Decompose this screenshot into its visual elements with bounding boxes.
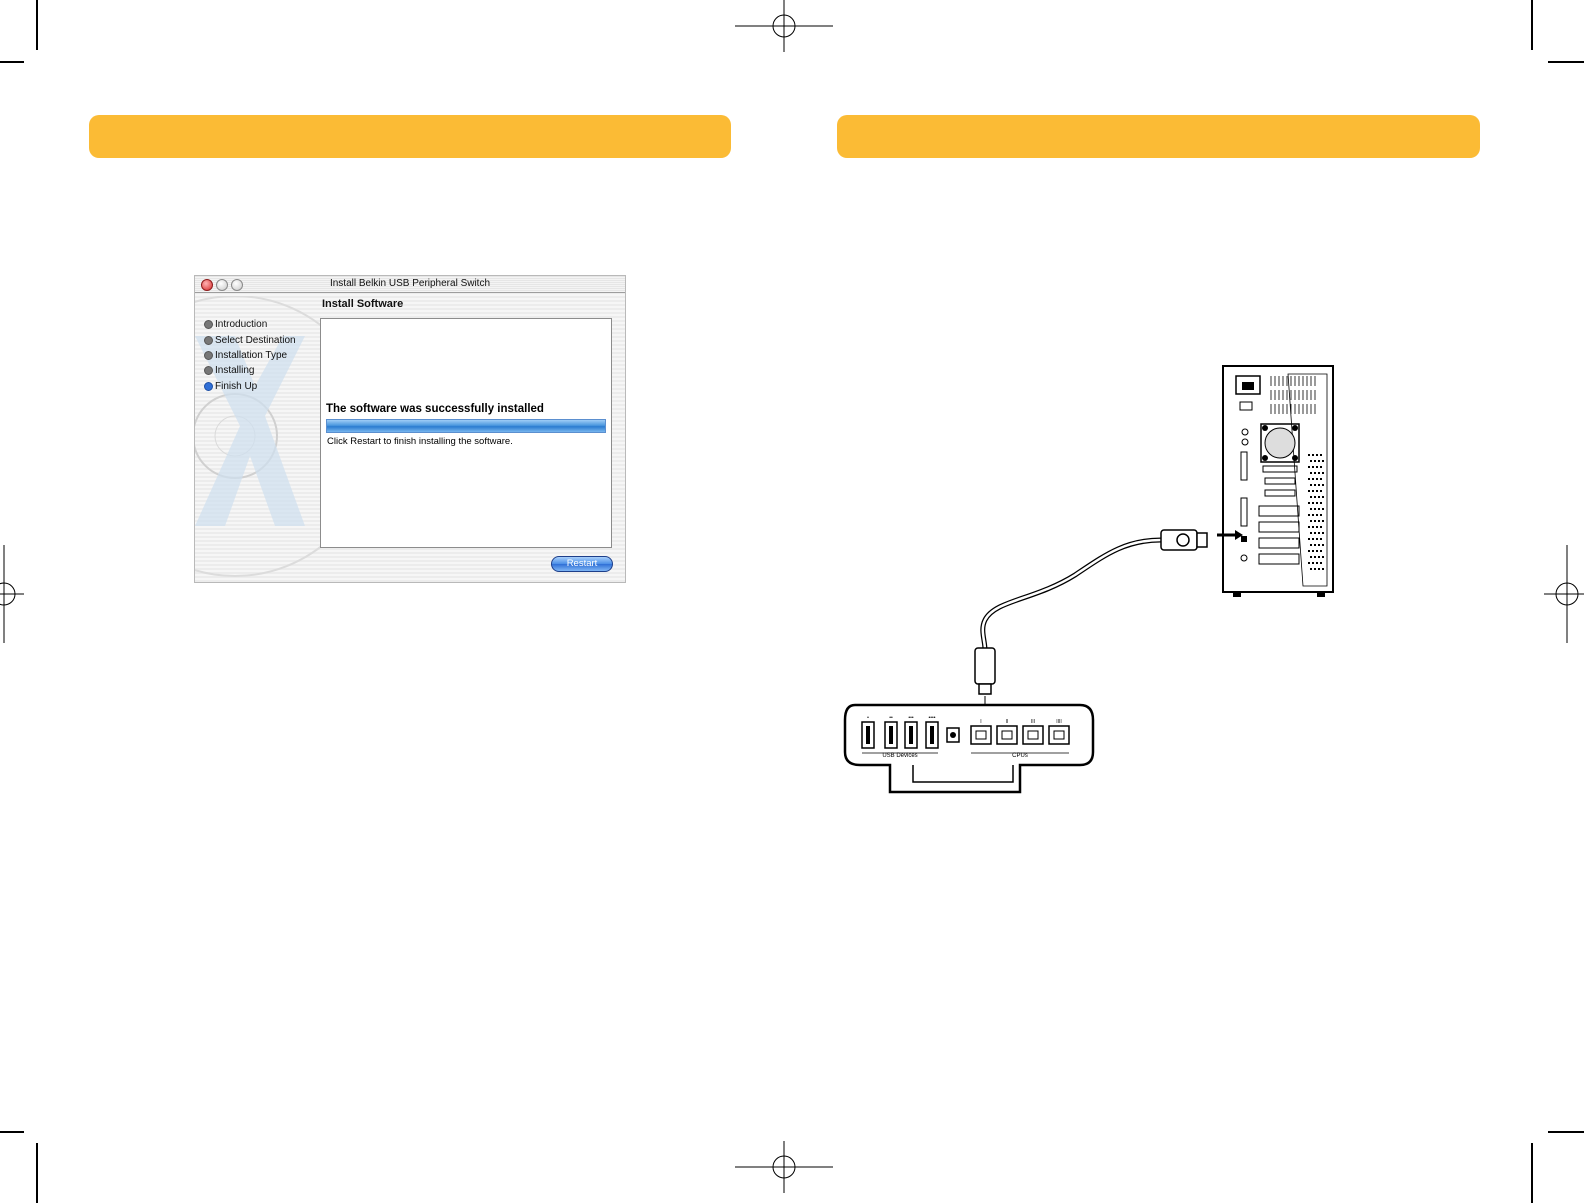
computer-tower-icon <box>1223 366 1333 597</box>
usb-a-connector-icon <box>1161 530 1207 550</box>
cpu-port-mark: III <box>1030 719 1036 725</box>
installer-steps-list <box>204 317 296 394</box>
crop-mark <box>1531 0 1533 50</box>
restart-button[interactable]: Restart <box>551 556 613 572</box>
crop-mark <box>36 1143 38 1203</box>
usb-device-port-mark: • <box>867 715 869 721</box>
step-label: Installing <box>215 365 255 377</box>
registration-mark-right <box>1544 545 1584 643</box>
registration-mark-left <box>0 545 24 643</box>
status-heading: The software was successfully installed <box>326 403 544 415</box>
step-bullet-active-icon <box>204 382 213 391</box>
crop-mark <box>0 1131 24 1133</box>
step-label: Installation Type <box>215 349 288 361</box>
step-introduction <box>204 317 296 332</box>
usb-device-port-mark: ••• <box>908 715 914 721</box>
step-bullet-icon <box>204 366 213 375</box>
right-header-banner <box>837 115 1480 158</box>
step-bullet-icon <box>204 351 213 360</box>
cpu-port-mark: I <box>980 719 982 725</box>
crop-mark <box>1548 61 1584 63</box>
restart-hint: Click Restart to finish installing the software. <box>327 436 513 447</box>
pane-title: Install Software <box>322 298 404 310</box>
cpu-port-mark: II <box>1005 719 1009 725</box>
step-installing <box>204 363 296 378</box>
usb-cable <box>983 540 1161 650</box>
step-installation-type <box>204 348 296 363</box>
usb-device-port-mark: •••• <box>928 715 936 721</box>
step-label: Select Destination <box>215 334 296 346</box>
usb-device-port-mark: •• <box>889 715 893 721</box>
cpus-label: CPUs <box>1012 753 1028 759</box>
step-bullet-icon <box>204 336 213 345</box>
step-bullet-icon <box>204 320 213 329</box>
installer-window <box>194 275 626 583</box>
step-label: Introduction <box>215 319 268 331</box>
crop-mark <box>1531 1143 1533 1203</box>
registration-mark-top <box>735 0 833 52</box>
window-titlebar[interactable] <box>195 276 625 293</box>
crop-mark <box>1548 1131 1584 1133</box>
crop-mark <box>0 61 24 63</box>
step-finish-up <box>204 379 296 394</box>
crop-mark <box>36 0 38 50</box>
step-select-destination <box>204 332 296 347</box>
usb-devices-label: USB Devices <box>882 753 918 759</box>
left-header-banner <box>89 115 731 158</box>
cpu-port-mark: IIII <box>1056 719 1062 725</box>
install-pane <box>320 318 612 548</box>
step-label: Finish Up <box>215 380 258 392</box>
registration-mark-bottom <box>735 1141 833 1193</box>
progress-bar <box>326 419 606 433</box>
window-title: Install Belkin USB Peripheral Switch <box>329 278 491 289</box>
connection-diagram <box>835 360 1355 800</box>
